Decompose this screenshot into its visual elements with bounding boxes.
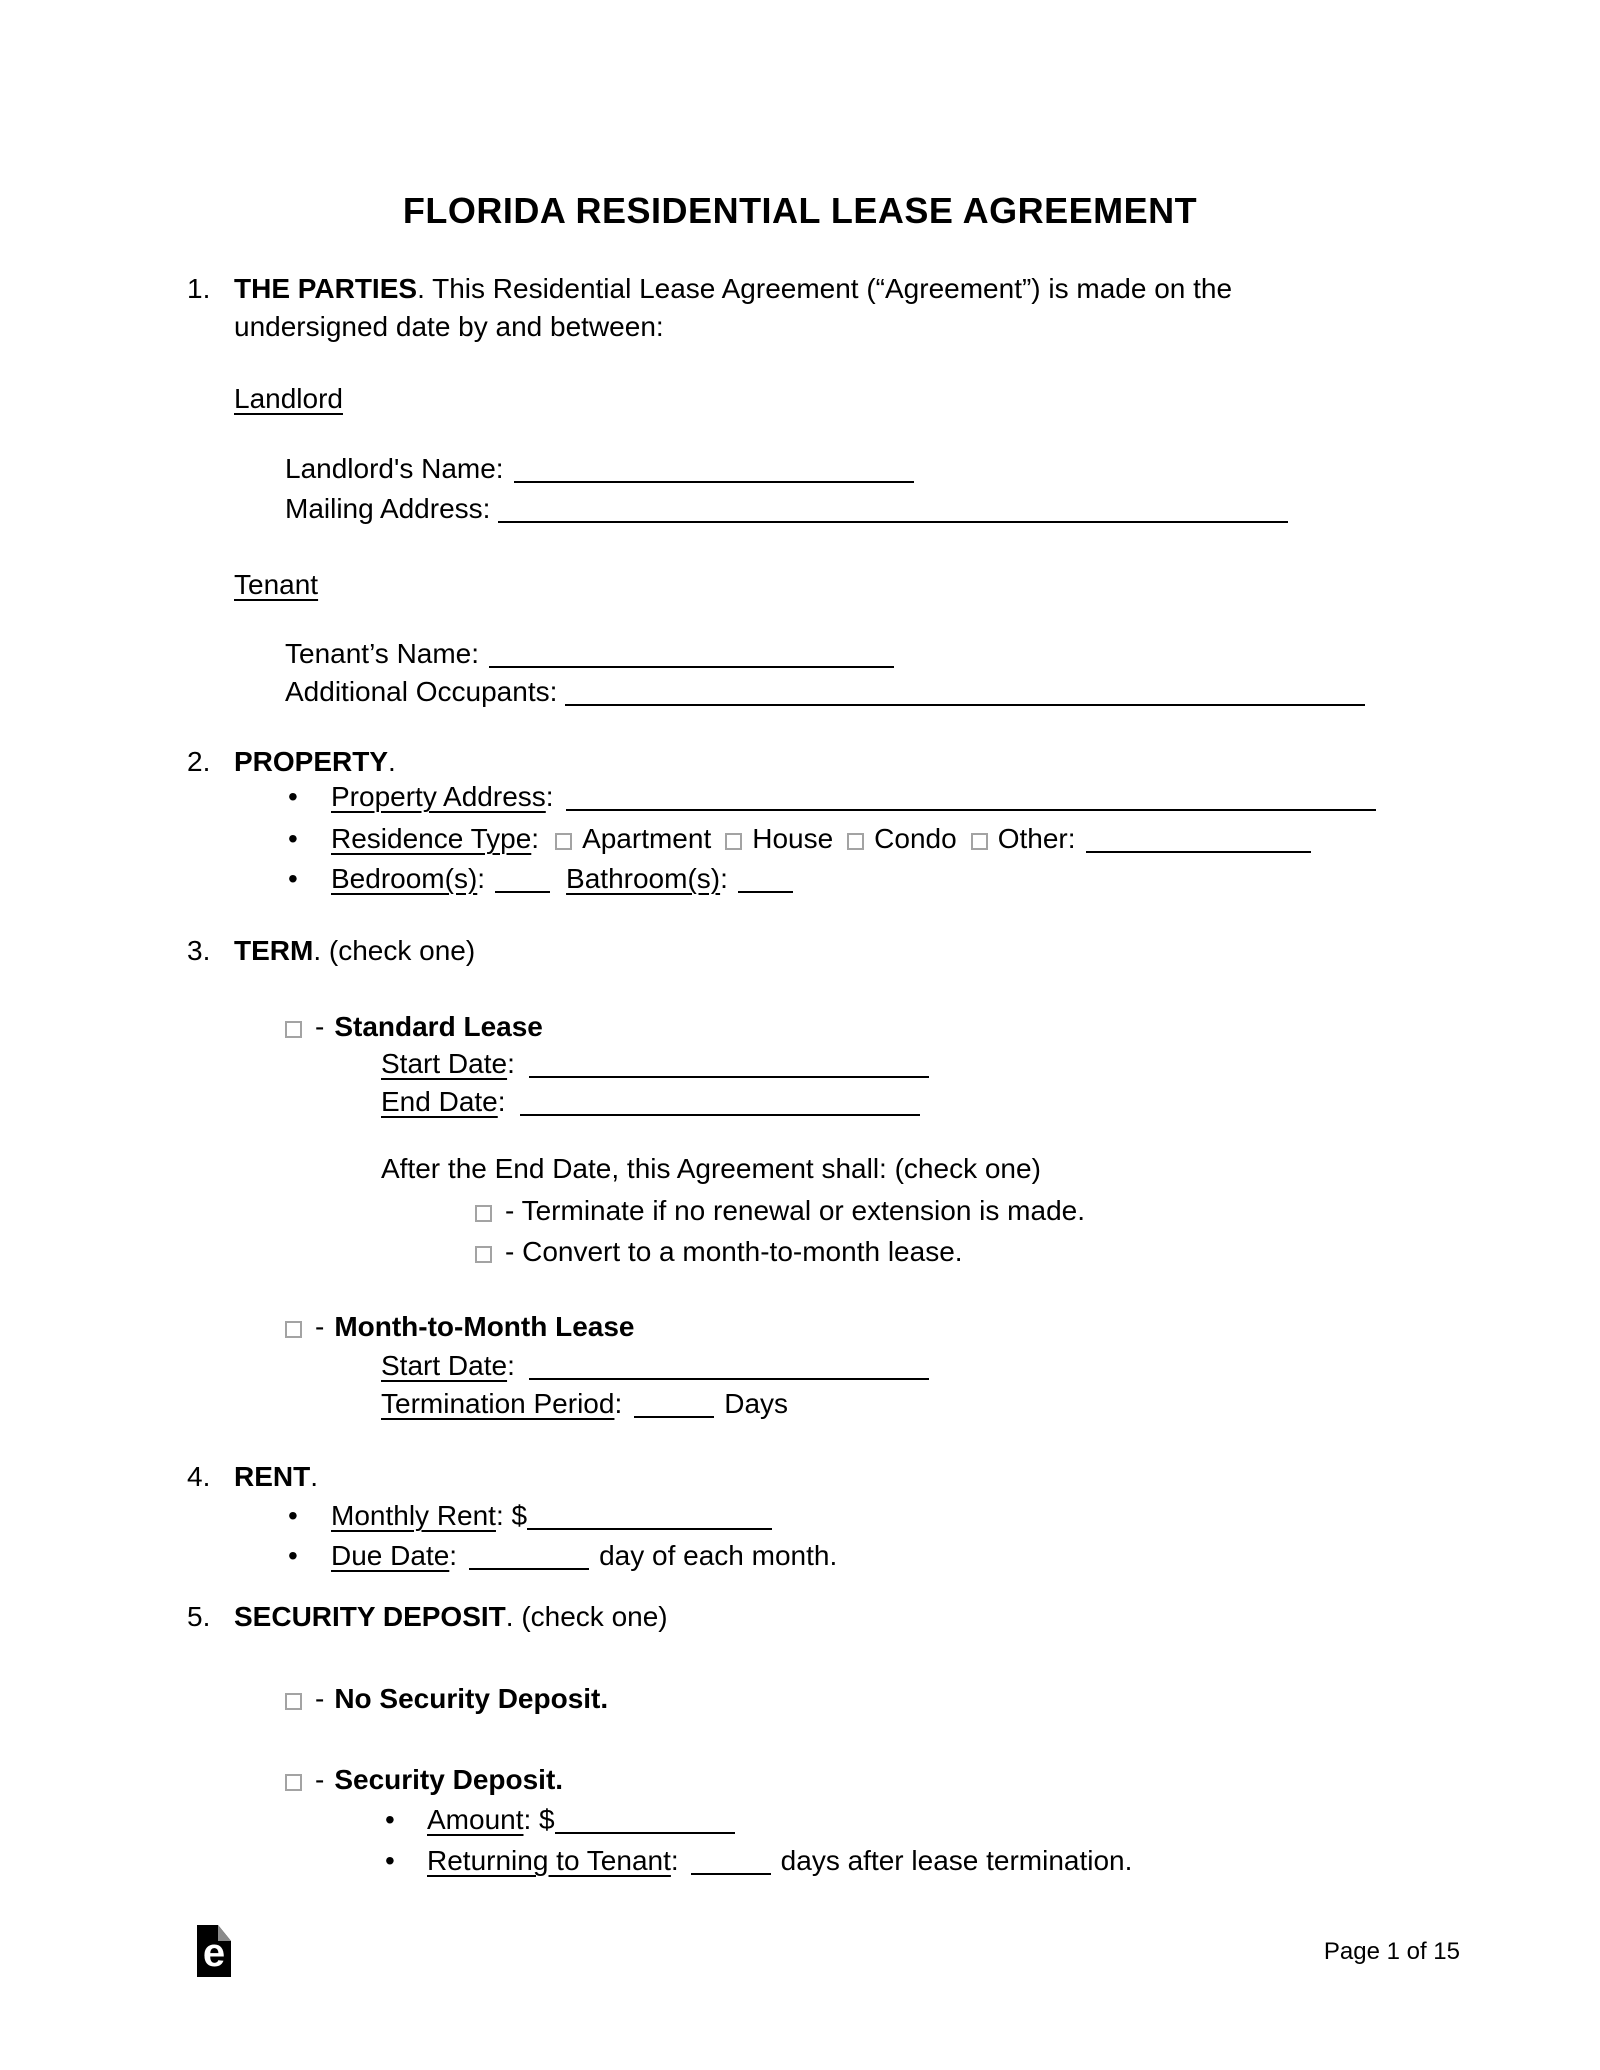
tenant-header bbox=[234, 566, 318, 604]
month-to-month-label: Month-to-Month Lease bbox=[334, 1311, 635, 1342]
dollar-sign: : $ bbox=[523, 1804, 555, 1835]
bullet-icon: • bbox=[288, 863, 298, 894]
section-rent-label: RENT bbox=[234, 1461, 311, 1492]
checkbox-standard-lease[interactable] bbox=[285, 1021, 302, 1038]
section-parties-line1 bbox=[187, 270, 1232, 308]
option-other-label: Other: bbox=[997, 823, 1076, 854]
colon: : bbox=[449, 1540, 458, 1571]
colon: : bbox=[477, 863, 486, 894]
landlord-name-label: Landlord's Name: bbox=[285, 453, 504, 484]
blank-mailing-address[interactable] bbox=[498, 521, 1288, 523]
checkbox-house[interactable] bbox=[725, 833, 742, 850]
page-title: FLORIDA RESIDENTIAL LEASE AGREEMENT bbox=[402, 190, 1198, 231]
section-property bbox=[187, 743, 396, 781]
residence-type-item bbox=[288, 820, 1311, 858]
start-date-label: Start Date bbox=[381, 1350, 508, 1381]
section-parties-label: THE PARTIES bbox=[234, 273, 418, 304]
bullet-icon: • bbox=[385, 1845, 395, 1876]
due-date-suffix: day of each month. bbox=[599, 1540, 838, 1571]
no-security-deposit-option bbox=[285, 1680, 608, 1718]
blank-deposit-amount[interactable] bbox=[555, 1832, 735, 1834]
security-deposit-option bbox=[285, 1761, 563, 1799]
colon: : bbox=[497, 1086, 506, 1117]
colon: : bbox=[507, 1350, 515, 1381]
page-indicator: Page 1 of 15 bbox=[1323, 1938, 1460, 1965]
no-security-deposit-label: No Security Deposit. bbox=[334, 1683, 609, 1714]
bullet-icon: • bbox=[288, 823, 298, 854]
standard-lease-label: Standard Lease bbox=[334, 1011, 543, 1042]
section-security-deposit bbox=[187, 1598, 668, 1636]
colon: : bbox=[545, 781, 554, 812]
section-term-suffix: . (check one) bbox=[313, 935, 476, 966]
convert-label: - Convert to a month-to-month lease. bbox=[505, 1236, 963, 1267]
checkbox-condo[interactable] bbox=[847, 833, 864, 850]
checkbox-other[interactable] bbox=[971, 833, 988, 850]
checkbox-apartment[interactable] bbox=[555, 833, 572, 850]
section-parties-line2 bbox=[234, 308, 664, 346]
option-house-label: House bbox=[752, 823, 834, 854]
section-number: 3. bbox=[187, 935, 211, 966]
tenant-name-label: Tenant’s Name: bbox=[285, 638, 480, 669]
checkbox-convert[interactable] bbox=[475, 1246, 492, 1263]
residence-type-label: Residence Type bbox=[331, 823, 532, 854]
section-parties-text: . This Residential Lease Agreement (“Agreement”) is made on the bbox=[417, 273, 1233, 304]
termination-period-field bbox=[381, 1385, 788, 1423]
property-address-label: Property Address bbox=[331, 781, 546, 812]
colon: : bbox=[670, 1845, 679, 1876]
blank-mtm-start-date[interactable] bbox=[529, 1378, 929, 1380]
terminate-label: - Terminate if no renewal or extension is made. bbox=[505, 1195, 1085, 1226]
standard-start-date-field bbox=[381, 1045, 929, 1083]
blank-other-residence[interactable] bbox=[1086, 851, 1311, 853]
colon: : bbox=[720, 863, 728, 894]
after-end-date-label: After the End Date, this Agreement shall: (check one) bbox=[381, 1153, 1041, 1184]
landlord-header bbox=[234, 380, 343, 418]
checkbox-month-to-month[interactable] bbox=[285, 1321, 302, 1338]
standard-end-date-field bbox=[381, 1083, 920, 1121]
bedrooms-label: Bedroom(s) bbox=[331, 863, 478, 894]
blank-tenant-name[interactable] bbox=[489, 666, 894, 668]
section-security-deposit-label: SECURITY DEPOSIT bbox=[234, 1601, 506, 1632]
bullet-icon: • bbox=[385, 1804, 395, 1835]
returning-to-tenant-label: Returning to Tenant bbox=[427, 1845, 671, 1876]
blank-bathrooms[interactable] bbox=[738, 891, 793, 893]
blank-additional-occupants[interactable] bbox=[565, 704, 1365, 706]
section-security-deposit-suffix: . (check one) bbox=[505, 1601, 668, 1632]
bathrooms-label: Bathroom(s) bbox=[566, 863, 721, 894]
checkbox-no-security-deposit[interactable] bbox=[285, 1693, 302, 1710]
due-date-item bbox=[288, 1537, 837, 1575]
property-address-item bbox=[288, 778, 1376, 816]
days-suffix: Days bbox=[724, 1388, 789, 1419]
monthly-rent-item bbox=[288, 1497, 772, 1535]
termination-period-label: Termination Period bbox=[381, 1388, 615, 1419]
blank-due-date[interactable] bbox=[469, 1568, 589, 1570]
mailing-address-label: Mailing Address: bbox=[285, 493, 491, 524]
section-number: 2. bbox=[187, 746, 211, 777]
standard-lease-option bbox=[285, 1008, 543, 1046]
blank-bedrooms[interactable] bbox=[495, 891, 550, 893]
checkbox-terminate[interactable] bbox=[475, 1205, 492, 1222]
month-to-month-option bbox=[285, 1308, 635, 1346]
blank-monthly-rent[interactable] bbox=[527, 1528, 772, 1530]
start-date-label: Start Date bbox=[381, 1048, 508, 1079]
returning-to-tenant-item bbox=[385, 1842, 1132, 1880]
option-apartment-label: Apartment bbox=[582, 823, 712, 854]
deposit-amount-label: Amount bbox=[427, 1804, 524, 1835]
additional-occupants-label: Additional Occupants: bbox=[285, 676, 558, 707]
blank-standard-end-date[interactable] bbox=[520, 1114, 920, 1116]
blank-property-address[interactable] bbox=[566, 809, 1376, 811]
bedrooms-bathrooms-item bbox=[288, 860, 793, 898]
section-term-label: TERM bbox=[234, 935, 314, 966]
tenant-header-label: Tenant bbox=[234, 569, 319, 600]
section-number: 5. bbox=[187, 1601, 211, 1632]
landlord-header-label: Landlord bbox=[234, 383, 343, 414]
deposit-amount-item bbox=[385, 1801, 735, 1839]
mtm-start-date-field bbox=[381, 1347, 929, 1385]
dash: - bbox=[315, 1011, 325, 1042]
colon: : bbox=[531, 823, 540, 854]
dash: - bbox=[315, 1311, 325, 1342]
checkbox-security-deposit[interactable] bbox=[285, 1774, 302, 1791]
after-end-date-text bbox=[381, 1150, 1041, 1188]
blank-returning-days[interactable] bbox=[691, 1873, 771, 1875]
additional-occupants-field bbox=[285, 673, 1365, 711]
blank-standard-start-date[interactable] bbox=[529, 1076, 929, 1078]
colon: : bbox=[507, 1048, 515, 1079]
eforms-logo-letter: e bbox=[202, 1931, 226, 1975]
section-property-label: PROPERTY bbox=[234, 746, 389, 777]
section-term bbox=[187, 932, 475, 970]
colon: : bbox=[614, 1388, 623, 1419]
blank-termination-period[interactable] bbox=[634, 1416, 714, 1418]
section-parties-text2: undersigned date by and between: bbox=[234, 311, 664, 342]
blank-landlord-name[interactable] bbox=[514, 481, 914, 483]
dash: - bbox=[315, 1683, 325, 1714]
due-date-label: Due Date bbox=[331, 1540, 450, 1571]
bullet-icon: • bbox=[288, 1500, 298, 1531]
section-number: 1. bbox=[187, 273, 211, 304]
end-date-label: End Date bbox=[381, 1086, 498, 1117]
tenant-name-field bbox=[285, 635, 894, 673]
security-deposit-label: Security Deposit. bbox=[334, 1764, 564, 1795]
eforms-logo bbox=[197, 1925, 231, 1977]
dash: - bbox=[315, 1764, 325, 1795]
section-rent bbox=[187, 1458, 318, 1496]
bullet-icon: • bbox=[288, 781, 298, 812]
terminate-option bbox=[475, 1192, 1085, 1230]
section-property-suffix: . bbox=[388, 746, 396, 777]
option-condo-label: Condo bbox=[874, 823, 957, 854]
landlord-name-field bbox=[285, 450, 914, 488]
section-rent-suffix: . bbox=[310, 1461, 319, 1492]
dollar-sign: : $ bbox=[495, 1500, 528, 1531]
returning-suffix: days after lease termination. bbox=[780, 1845, 1133, 1876]
convert-option bbox=[475, 1233, 963, 1271]
mailing-address-field bbox=[285, 490, 1288, 528]
section-number: 4. bbox=[187, 1461, 211, 1492]
bullet-icon: • bbox=[288, 1540, 298, 1571]
monthly-rent-label: Monthly Rent bbox=[331, 1500, 496, 1531]
